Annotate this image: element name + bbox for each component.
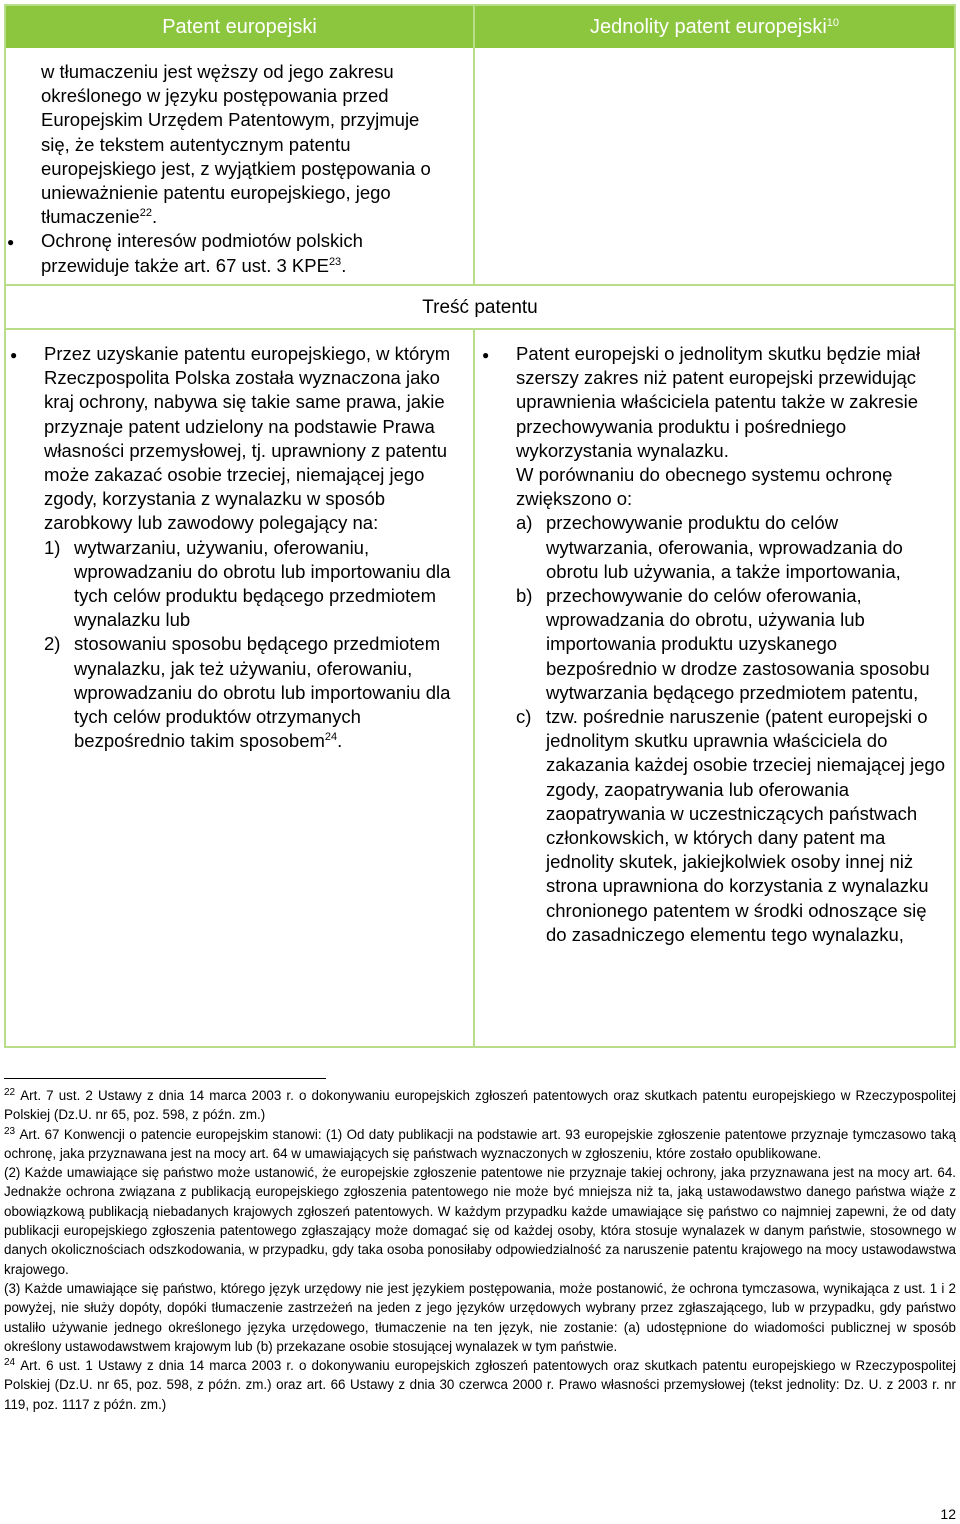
footnote-22: $^{22}$ Art. 7 ust. 2 Ustawy z dnia 14 marca 2003 r. o dokonywaniu europejskich zgłoszeń patentowych oraz skutkach patentu europejskiego w Rzeczypospolitej Polskiej (Dz.U. nr 65, poz. 598, z późn. zm.) xyxy=(4,1087,956,1123)
list-item: 2) stosowaniu sposobu będącego przedmiotem wynalazku, jak też używaniu, oferowaniu, wprowadzaniu do obrotu lub importowaniu dla tych celów produktów otrzymanych bezpośrednio takim sposobem$^{24}$. xyxy=(44,633,451,752)
page-number: 12 xyxy=(940,1506,956,1522)
right-bullet: ● Patent europejski o jednolitym skutku będzie miał szerszy zakres niż patent europejski przewidując uprawnienia właściciela patentu także w zakresie przechowywania produktu i pośredniego wykorzystania wynalazku. xyxy=(482,343,921,461)
footnote-separator xyxy=(4,1078,326,1079)
section-title: Treść patentu xyxy=(422,297,538,318)
column-divider-top xyxy=(473,6,475,284)
header-right-sup: 10 xyxy=(826,17,840,29)
top-left-bullet: ● Ochronę interesów podmiotów polskich przewiduje także art. 67 ust. 3 KPE$^{23}$. xyxy=(7,230,363,276)
right-column xyxy=(480,342,950,947)
top-left-cell xyxy=(7,60,441,278)
list-item: c) tzw. pośrednie naruszenie (patent europejski o jednolitym skutku uprawnia właściciela do zakazania każdej osobie trzeciej niemającej jego zgody, zaopatrywania lub oferowania zaopatrywania w uczestniczących państwach członkowskich, w których dany patent ma jednolity skutek, jakiejkolwiek osoby innej niż strona uprawniona do korzystania z wynalazku chronionego patentem w środki odnoszące się do zasadniczego elementu tego wynalazku, xyxy=(516,706,946,945)
right-lettered-list xyxy=(480,511,950,947)
row-divider-1 xyxy=(6,284,954,286)
header-left-label: Patent europejski xyxy=(162,16,317,38)
left-bullets xyxy=(8,342,460,536)
comparison-table xyxy=(4,4,956,1048)
list-item: a) przechowywanie produktu do celów wytwarzania, oferowania, wprowadzania do obrotu lub używania, a także importowania, xyxy=(516,512,903,582)
bullet-icon: ● xyxy=(7,235,15,250)
right-bullets xyxy=(480,342,950,463)
footnote-23-para-3: (3) Każde umawiające się państwo, którego język urzędowy nie jest językiem postępowania, może postanowić, że ochrona tymczasowa, wynikająca z ust. 1 i 2 powyżej, nie służy dopóty, dopóki tłumaczenie zastrzeżeń na jeden z jego języków urzędowych wybrany przez zgłaszającego, lub w przypadku, gdy państwo ustaliło używanie jednego określonego języka urzędowego, tłumaczenie na ten język, nie zostanie: (a) udostępnione do wiadomości publicznej w sposób określony ustawodawstwem krajowym lub (b) przekazane osobie stosującej wynalazek w tym państwie. xyxy=(4,1280,956,1354)
top-left-bullets xyxy=(5,229,441,277)
footnote-23: $^{23}$ Art. 67 Konwencji o patencie europejskim stanowi: (1) Od daty publikacji na podstawie art. 93 europejskie zgłoszenie patentowe przyznaje tymczasowo taką ochronę, jaka przyznawana jest na mocy art. 64 w umawiających się państwach wyznaczonych w zgłoszeniu, które zostało opublikowane. xyxy=(4,1125,956,1161)
footnote-23-para-2: (2) Każde umawiające się państwo może ustanowić, że europejskie zgłoszenie patentowe nie przyznaje takiej ochrony, jaka przyznawana jest na mocy art. 64. Jednakże ochrona związana z publikacją europejskiego zgłoszenia patentowego nie może być mniejsza niż ta, jaką ustawodawstwo danego państwa wiąże z obowiązkową publikacją niebadanych krajowych zgłoszeń patentowych. W każdym przypadku każde umawiające się państwo co najmniej zapewni, że od daty publikacji europejskiego zgłoszenia patentowego zgłaszający może domagać się od każdej osoby, która stosuje wynalazek w danym państwie, stosownego w danych okolicznościach odszkodowania, w przypadku, gdy taka osoba ponosiłaby odpowiedzialność za naruszenie patentu krajowego na mocy ustawodawstwa krajowego. xyxy=(4,1165,956,1277)
header-right-label: Jednolity patent europejski xyxy=(589,16,827,38)
list-item: 1) wytwarzaniu, używaniu, oferowaniu, wprowadzaniu do obrotu lub importowaniu dla tych celów produktu będącego przedmiotem wynalazku lub xyxy=(44,536,451,631)
left-bullet: ● Przez uzyskanie patentu europejskiego, w którym Rzeczpospolita Polska została wyznaczona jako kraj ochrony, nabywa się takie same prawa, jakie przyznaje patent udzielony na podstawie Prawa własności przemysłowej, tj. uprawniony z patentu może zakazać osobie trzeciej, niemającej jego zgody, korzystania z wynalazku w sposób zarobkowy lub zawodowy polegający na: xyxy=(10,343,451,534)
bullet-icon: ● xyxy=(10,348,18,362)
header-right xyxy=(475,6,954,48)
top-left-paragraph: w tłumaczeniu jest węższy od jego zakresu określonego w języku postępowania przed Europejskim Urzędem Patentowym, przyjmuje się, że tekstem autentycznym patentu europejskiego jest, z wyjątkiem postępowania o unieważnienie patentu europejskiego, jego tłumaczenie$^{22}$. xyxy=(41,61,431,228)
column-divider-bottom xyxy=(473,328,475,1046)
list-item: b) przechowywanie do celów oferowania, wprowadzania do obrotu, używania lub importowania produktu uzyskanego bezpośrednio w drodze zastosowania sposobu wytwarzania będącego przedmiotem patentu, xyxy=(516,585,930,703)
left-column xyxy=(8,342,460,753)
header-left xyxy=(6,6,473,48)
bullet-icon: ● xyxy=(482,348,490,362)
row-divider-2 xyxy=(6,328,954,330)
left-numbered-list xyxy=(8,536,460,754)
right-intro: W porównaniu do obecnego systemu ochronę zwiększono o: xyxy=(516,464,893,510)
footnotes xyxy=(4,1086,956,1414)
footnote-24: $^{24}$ Art. 6 ust. 1 Ustawy z dnia 14 marca 2003 r. o dokonywaniu europejskich zgłoszeń patentowych oraz skutkach patentu europejskiego w Rzeczypospolitej Polskiej (Dz.U. nr 65, poz. 598, z późn. zm.) oraz art. 66 Ustawy z dnia 30 czerwca 2000 r. Prawo własności przemysłowej (tekst jednolity: Dz. U. z 2003 r. nr 119, poz. 1117 z późn. zm.) xyxy=(4,1357,956,1412)
